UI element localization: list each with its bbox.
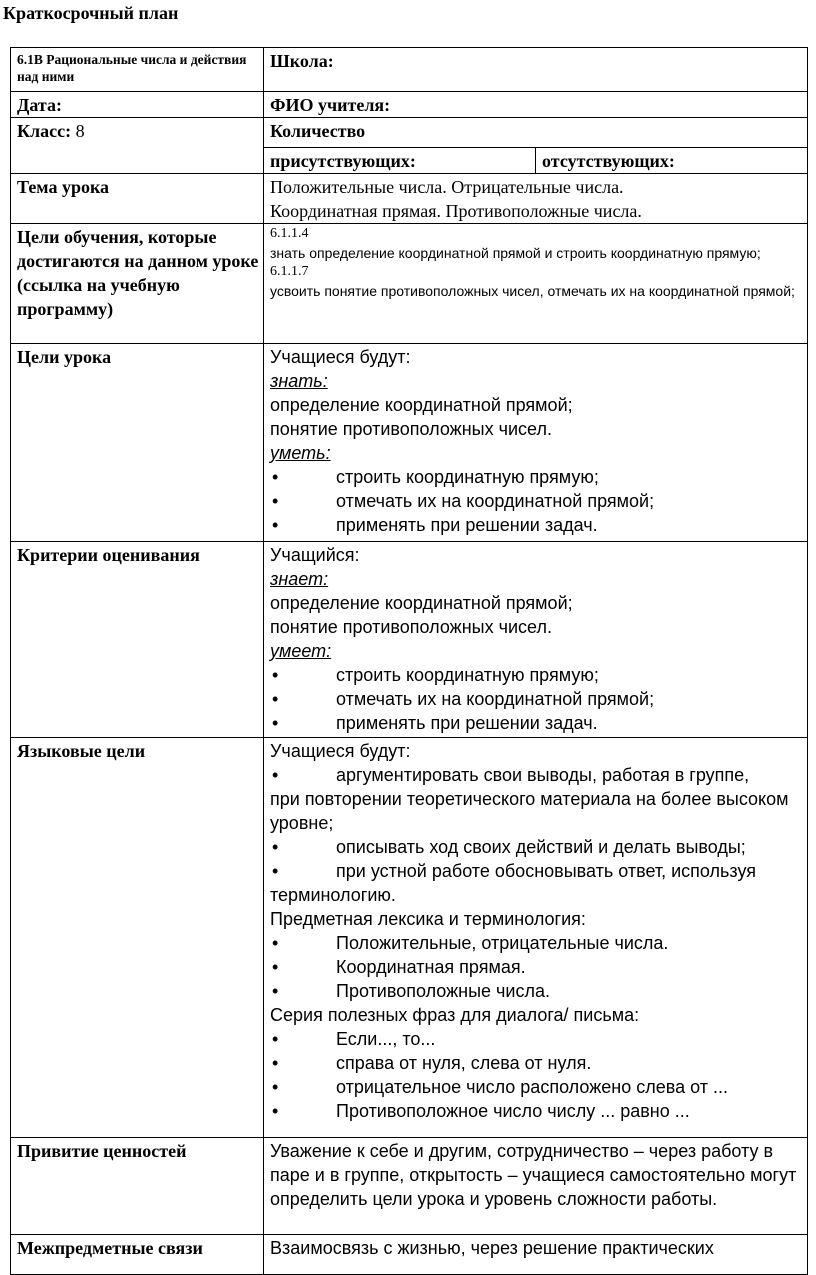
- know-line: понятие противоположных чисел.: [270, 419, 552, 439]
- links-label: Межпредметные связи: [11, 1235, 264, 1275]
- row-values: [11, 1138, 808, 1235]
- date-cell: Дата:: [11, 92, 264, 118]
- row-date: [11, 92, 808, 118]
- language-goals-label: Языковые цели: [11, 738, 264, 1138]
- bullet: •: [272, 713, 279, 733]
- criteria-intro: Учащийся:: [270, 545, 360, 565]
- criteria-label: Критерии оценивания: [11, 542, 264, 738]
- list-item: • применять при решении задач.: [272, 713, 598, 733]
- bullet: •: [272, 1077, 279, 1097]
- can-label: уметь:: [270, 443, 331, 463]
- class-value: 8: [75, 121, 85, 141]
- bullet: •: [272, 515, 279, 535]
- know-line: понятие противоположных чисел.: [270, 617, 552, 637]
- lesson-goals-intro: Учащиеся будут:: [270, 347, 411, 367]
- class-label: Класс:: [17, 121, 72, 141]
- row-lesson-goals: [11, 344, 808, 542]
- document-title: Краткосрочный план: [3, 3, 179, 23]
- list-item-continuation: при повторении теоретического материала на более высоком уровне;: [270, 789, 789, 833]
- list-item-continuation: терминологию.: [270, 885, 396, 905]
- list-item: • отмечать их на координатной прямой;: [272, 491, 655, 511]
- bullet: •: [272, 933, 279, 953]
- know-line: определение координатной прямой;: [270, 395, 573, 415]
- learning-goals-value: [264, 224, 808, 344]
- values-label: Привитие ценностей: [11, 1138, 264, 1235]
- phrases-title: Серия полезных фраз для диалога/ письма:: [270, 1005, 640, 1025]
- vocab-title: Предметная лексика и терминология:: [270, 909, 586, 929]
- topic-label: Тема урока: [11, 174, 264, 224]
- bullet: •: [272, 491, 279, 511]
- lesson-plan-table: [10, 47, 808, 1275]
- list-item: • отрицательное число расположено слева от ...: [272, 1077, 728, 1097]
- topic-line: Положительные числа. Отрицательные числа.: [270, 177, 624, 197]
- list-item: • отмечать их на координатной прямой;: [272, 689, 655, 709]
- present-cell: присутствующих:: [264, 148, 536, 174]
- list-item: • справа от нуля, слева от нуля.: [272, 1053, 592, 1073]
- school-label: Школа:: [270, 51, 334, 71]
- row-language-goals: [11, 738, 808, 1138]
- bullet: •: [272, 1053, 279, 1073]
- list-item: • Положительные, отрицательные числа.: [272, 933, 669, 953]
- bullet: •: [272, 1101, 279, 1121]
- know-line: определение координатной прямой;: [270, 593, 573, 613]
- school-cell: [264, 48, 808, 92]
- bullet: •: [272, 957, 279, 977]
- bullet: •: [272, 689, 279, 709]
- values-value: Уважение к себе и другим, сотрудничество – через работу в паре и в группе, открытость – учащиеся самостоятельно могут определить цели урока и уровень сложности работы.: [264, 1138, 808, 1235]
- knows-label: знает:: [270, 569, 329, 589]
- topic-value: [264, 174, 808, 224]
- list-item: • строить координатную прямую;: [272, 665, 599, 685]
- row-topic: [11, 174, 808, 224]
- bullet: •: [272, 665, 279, 685]
- list-item: • Если..., то...: [272, 1029, 436, 1049]
- links-value: Взаимосвязь с жизнью, через решение практических: [264, 1235, 808, 1275]
- know-label: знать:: [270, 371, 328, 391]
- count-cell: Количество: [264, 118, 808, 148]
- lesson-goals-value: [264, 344, 808, 542]
- bullet: •: [272, 1029, 279, 1049]
- absent-cell: отсутствующих:: [536, 148, 808, 174]
- bullet: •: [272, 765, 279, 785]
- row-criteria: [11, 542, 808, 738]
- list-item: • аргументировать свои выводы, работая в группе,: [272, 765, 750, 785]
- language-intro: Учащиеся будут:: [270, 741, 411, 761]
- row-section: [11, 48, 808, 92]
- row-class: [11, 118, 808, 148]
- bullet: •: [272, 861, 279, 881]
- list-item: • при устной работе обосновывать ответ, используя: [272, 861, 757, 881]
- list-item: • Противоположные числа.: [272, 981, 550, 1001]
- bullet: •: [272, 837, 279, 857]
- list-item: • описывать ход своих действий и делать выводы;: [272, 837, 746, 857]
- list-item: • строить координатную прямую;: [272, 467, 599, 487]
- teacher-cell: ФИО учителя:: [264, 92, 808, 118]
- learning-goals-label: Цели обучения, которые достигаются на данном уроке (ссылка на учебную программу): [11, 224, 264, 344]
- list-item: • Противоположное число числу ... равно ...: [272, 1101, 690, 1121]
- goal-text: усвоить понятие противоположных чисел, отмечать их на координатной прямой;: [270, 283, 795, 299]
- criteria-value: [264, 542, 808, 738]
- language-goals-value: [264, 738, 808, 1138]
- goal-text: знать определение координатной прямой и строить координатную прямую;: [270, 245, 761, 261]
- can-label: умеет:: [270, 641, 332, 661]
- topic-line: Координатная прямая. Противоположные числа.: [270, 201, 642, 221]
- lesson-goals-label: Цели урока: [11, 344, 264, 542]
- list-item: • Координатная прямая.: [272, 957, 526, 977]
- bullet: •: [272, 981, 279, 1001]
- class-cell: [11, 118, 264, 174]
- goal-code: 6.1.1.4: [270, 226, 309, 241]
- row-learning-goals: [11, 224, 808, 344]
- section-cell: 6.1В Рациональные числа и действия над ними: [11, 48, 264, 92]
- goal-code: 6.1.1.7: [270, 264, 309, 279]
- bullet: •: [272, 467, 279, 487]
- list-item: • применять при решении задач.: [272, 515, 598, 535]
